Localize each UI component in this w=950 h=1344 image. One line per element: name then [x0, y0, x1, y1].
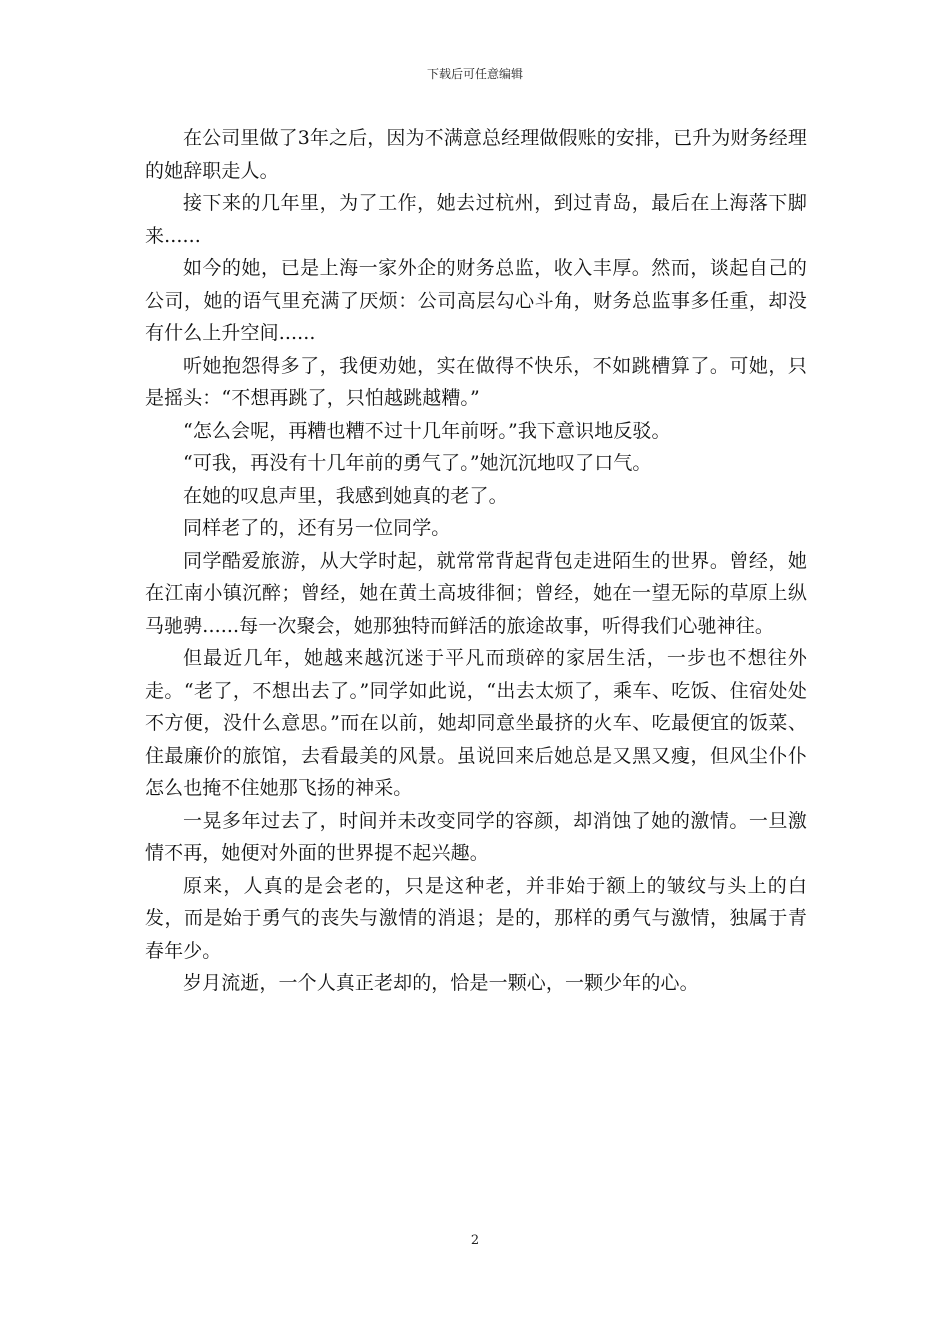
paragraph: 一晃多年过去了，时间并未改变同学的容颜，却消蚀了她的激情。一旦激情不再，她便对外面的世界提不起兴趣。	[145, 809, 807, 864]
page-header: 下载后可任意编辑	[426, 67, 523, 81]
paragraph: 但最近几年，她越来越沉迷于平凡而琐碎的家居生活，一步也不想往外走。“老了，不想出去了。”同学如此说，“出去太烦了，乘车、吃饭、住宿处处不方便，没什么意思。”而在以前，她却同意坐最挤的火车、吃最便宜的饭菜、住最廉价的旅馆，去看最美的风景。虽说回来后她总是又黑又瘦，但风尘仆仆怎么也掩不住她那飞扬的神采。	[145, 647, 807, 799]
paragraph: 在公司里做了3年之后，因为不满意总经理做假账的安排，已升为财务经理的她辞职走人。	[145, 127, 807, 182]
paragraph: 原来，人真的是会老的，只是这种老，并非始于额上的皱纹与头上的白发，而是始于勇气的丧失与激情的消退；是的，那样的勇气与激情，独属于青春年少。	[145, 874, 807, 962]
paragraph: 岁月流逝，一个人真正老却的，恰是一颗心，一颗少年的心。	[183, 972, 699, 994]
paragraph: “可我，再没有十几年前的勇气了。”她沉沉地叹了口气。	[183, 452, 652, 474]
paragraph: 听她抱怨得多了，我便劝她，实在做得不快乐，不如跳槽算了。可她，只是摇头：“不想再跳了，只怕越跳越糟。”	[145, 354, 807, 409]
paragraph: 接下来的几年里，为了工作，她去过杭州，到过青岛，最后在上海落下脚来......	[145, 192, 807, 247]
paragraph: 如今的她，已是上海一家外企的财务总监，收入丰厚。然而，谈起自己的公司，她的语气里充满了厌烦：公司高层勾心斗角，财务总监事多任重，却没有什么上升空间......	[145, 257, 807, 344]
paragraph: 同样老了的，还有另一位同学。	[183, 517, 451, 539]
paragraph: 同学酷爱旅游，从大学时起，就常常背起背包走进陌生的世界。曾经，她在江南小镇沉醉；曾经，她在黄土高坡徘徊；曾经，她在一望无际的草原上纵马驰骋......每一次聚会，她那独特而鲜活的旅途故事，听得我们心驰神往。	[145, 549, 807, 637]
page-number: 2	[470, 1233, 480, 1248]
paragraph: 在她的叹息声里，我感到她真的老了。	[183, 484, 508, 507]
document-body	[145, 122, 807, 1000]
paragraph: “怎么会呢，再糟也糟不过十几年前呀。”我下意识地反驳。	[183, 419, 671, 442]
